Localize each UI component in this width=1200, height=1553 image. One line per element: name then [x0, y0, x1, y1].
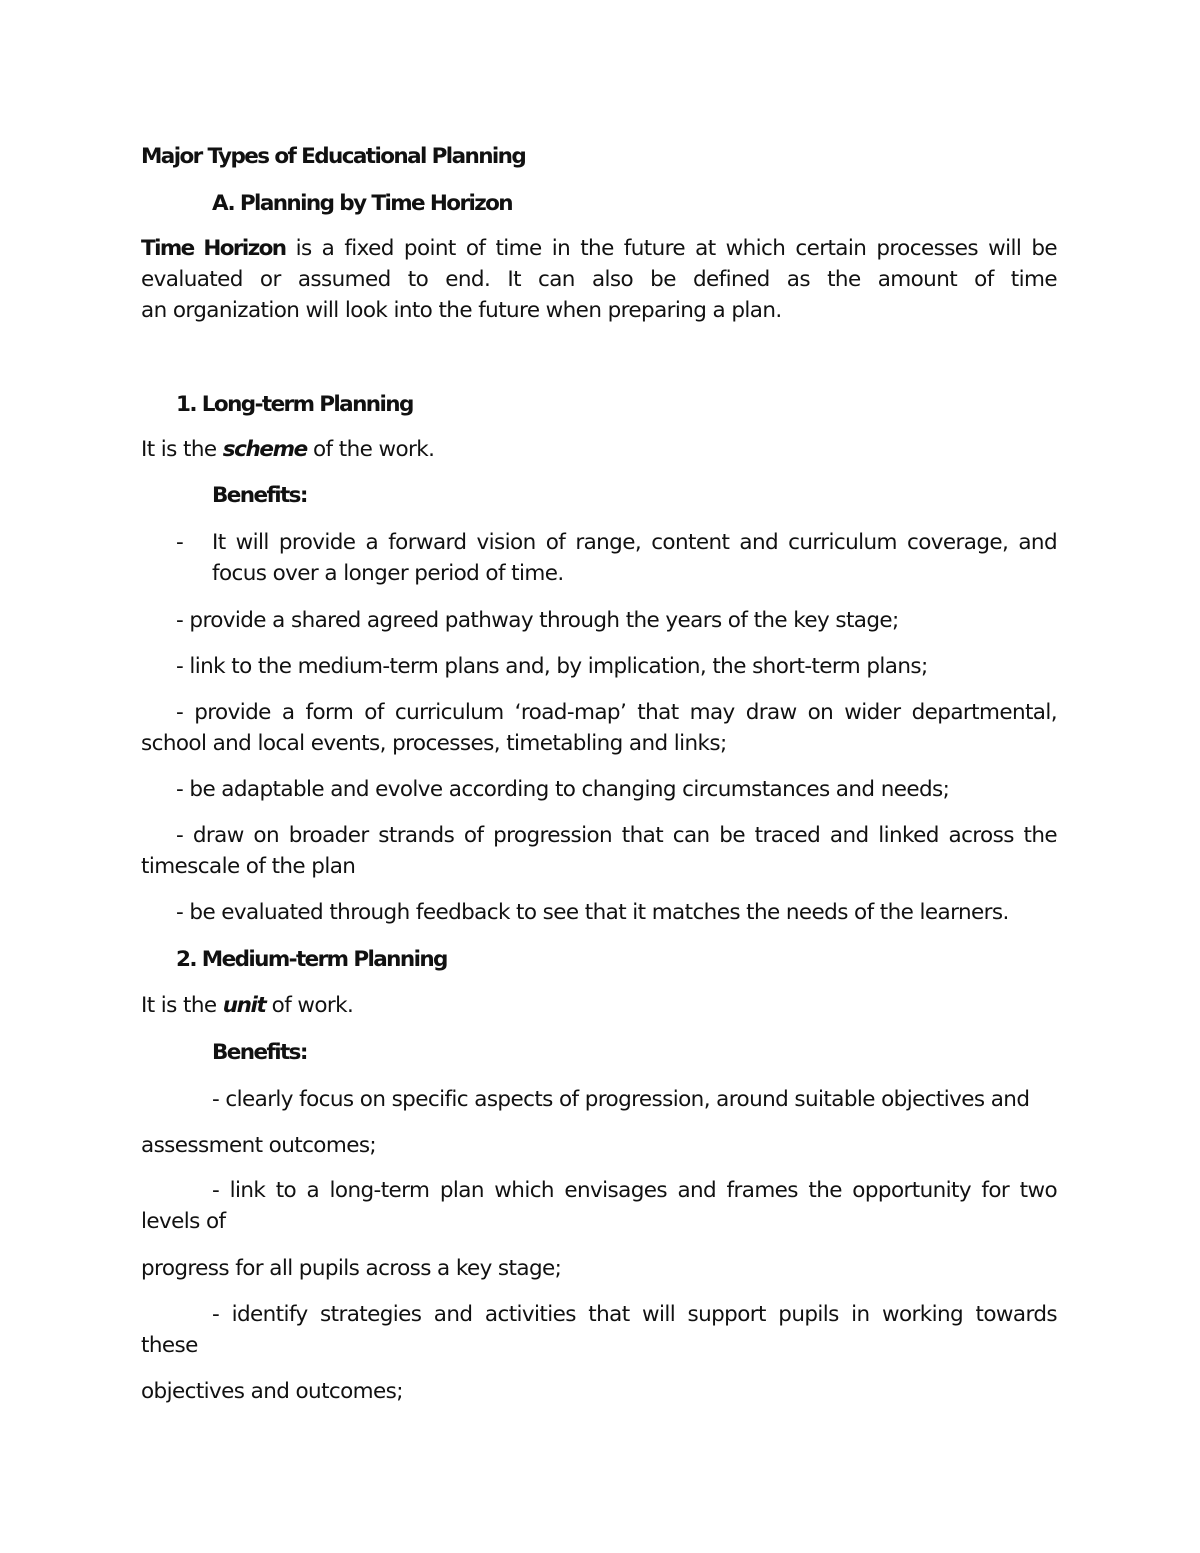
medium-term-benefit-2-line-1: - link to a long-term plan which envisages and frames the opportunity for two: [212, 1178, 1057, 1203]
medium-term-benefit-1-line-1: - clearly focus on specific aspects of progression, around suitable objectives and: [212, 1087, 1030, 1112]
medium-term-benefit-3-line-2: these: [141, 1333, 198, 1358]
long-term-benefit-1-line-2: focus over a longer period of time.: [212, 561, 564, 586]
long-term-benefit-6-line-2: timescale of the plan: [141, 854, 356, 879]
long-term-benefit-7: - be evaluated through feedback to see that it matches the needs of the learners.: [176, 900, 1009, 925]
long-term-benefit-1-line-1: It will provide a forward vision of range, content and curriculum coverage, and: [212, 530, 1057, 555]
medium-term-benefit-2-line-3: progress for all pupils across a key stage;: [141, 1256, 562, 1281]
heading-medium-term-planning: 2. Medium-term Planning: [176, 947, 447, 972]
medium-term-benefit-3-line-1: - identify strategies and activities that will support pupils in working towards: [212, 1302, 1057, 1327]
medium-term-benefit-1-line-2: assessment outcomes;: [141, 1133, 377, 1158]
long-term-benefit-2: - provide a shared agreed pathway through the years of the key stage;: [176, 608, 899, 633]
long-term-benefit-5: - be adaptable and evolve according to changing circumstances and needs;: [176, 777, 950, 802]
long-term-benefit-4-line-1: - provide a form of curriculum ‘road-map’ that may draw on wider departmental,: [176, 700, 1057, 725]
heading-long-term-planning: 1. Long-term Planning: [176, 392, 413, 417]
definition-line-3: an organization will look into the future when preparing a plan.: [141, 298, 782, 323]
definition-line-2: evaluated or assumed to end. It can also be defined as the amount of time: [141, 267, 1057, 292]
benefits-label-1: Benefits:: [212, 483, 307, 508]
emphasis-scheme: scheme: [222, 437, 307, 462]
section-heading-a: A. Planning by Time Horizon: [212, 191, 513, 216]
bullet-dash: -: [176, 530, 184, 555]
medium-term-benefit-3-line-3: objectives and outcomes;: [141, 1379, 403, 1404]
emphasis-unit: unit: [222, 993, 266, 1018]
medium-term-benefit-2-line-2: levels of: [141, 1209, 226, 1234]
long-term-intro: It is the scheme of the work.: [141, 437, 435, 462]
long-term-benefit-6-line-1: - draw on broader strands of progression that can be traced and linked across the: [176, 823, 1057, 848]
definition-line-1: Time Horizon is a fixed point of time in the future at which certain processes will be: [141, 236, 1057, 261]
document-title: Major Types of Educational Planning: [141, 144, 526, 169]
medium-term-intro: It is the unit of work.: [141, 993, 354, 1018]
long-term-benefit-3: - link to the medium-term plans and, by implication, the short-term plans;: [176, 654, 928, 679]
benefits-label-2: Benefits:: [212, 1040, 307, 1065]
long-term-benefit-4-line-2: school and local events, processes, timetabling and links;: [141, 731, 727, 756]
definition-term: Time Horizon: [141, 236, 286, 261]
